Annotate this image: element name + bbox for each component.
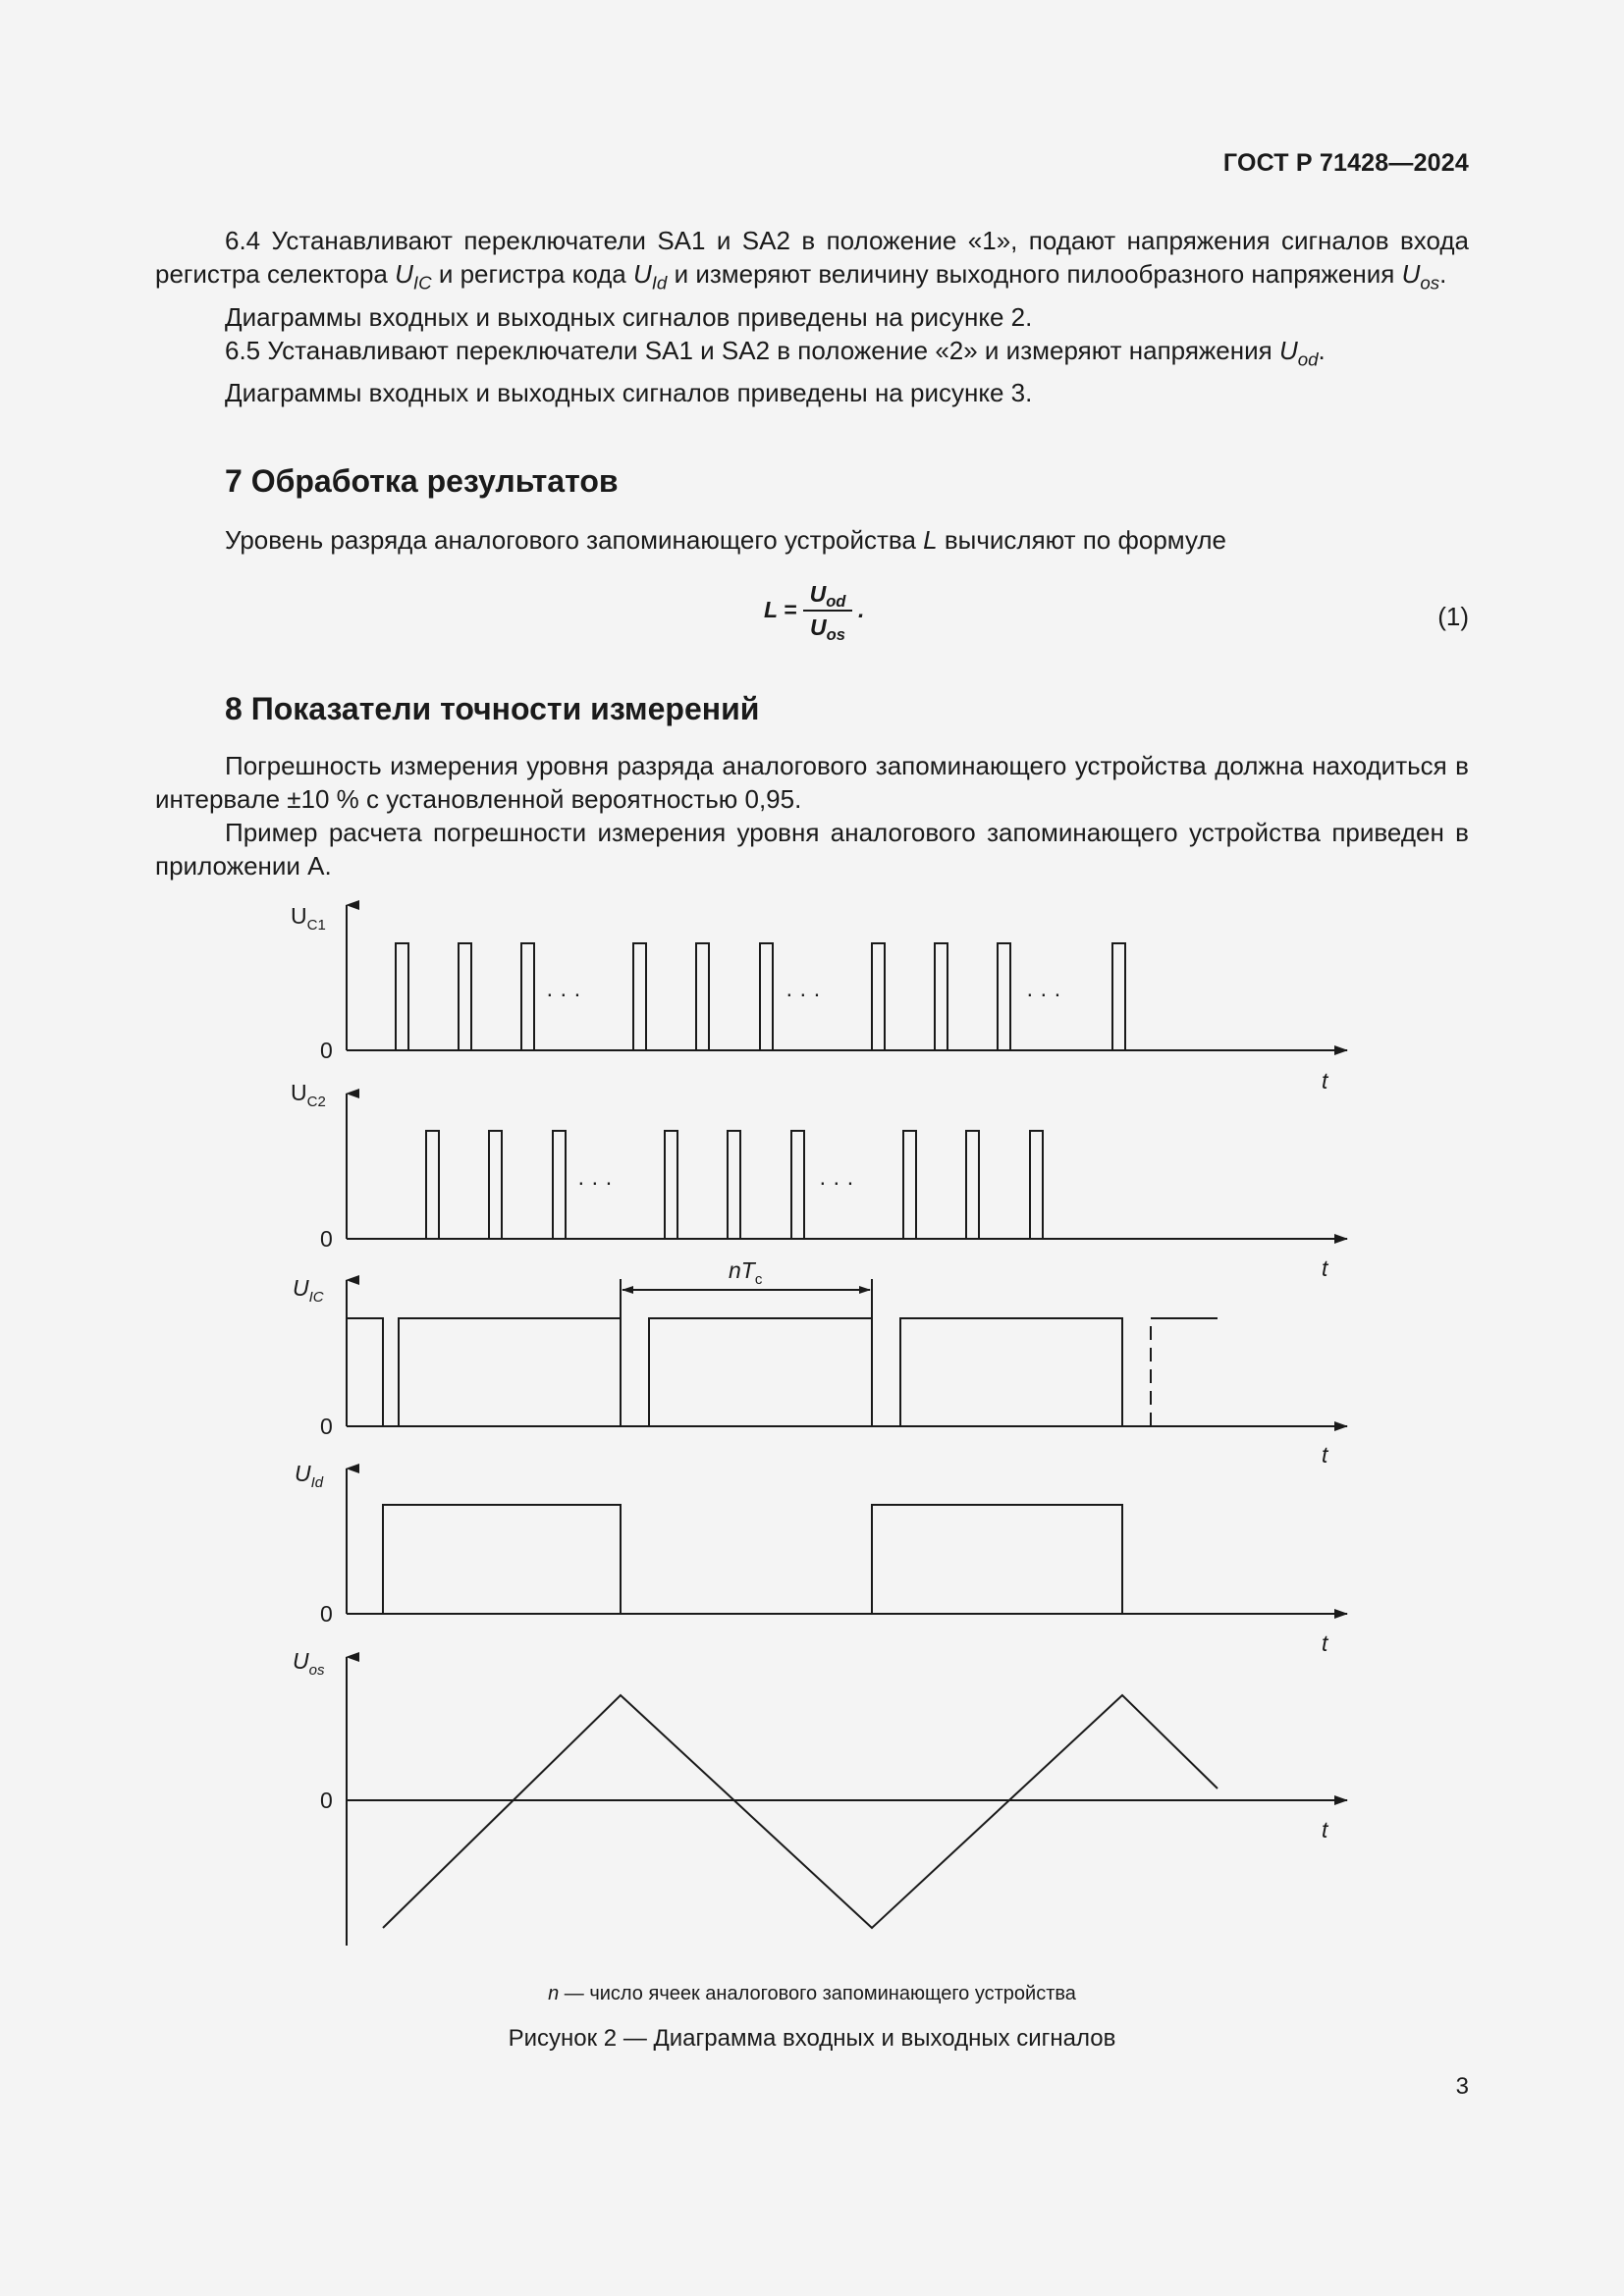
section-7-title: 7 Обработка результатов — [225, 463, 619, 499]
panel-uc2 — [347, 1094, 1347, 1239]
formula-dot: . — [858, 597, 865, 622]
paragraph-8-1: Погрешность измерения уровня разряда аналогового запоминающего устройства должна находиться в интервале ±10 % с установленной вероятностью 0,95. — [155, 751, 1469, 814]
uc1-zero: 0 — [320, 1038, 333, 1063]
uid-waveform — [347, 1505, 1122, 1614]
paragraph-6-5-diagrams: Диаграммы входных и выходных сигналов приведены на рисунке 3. — [225, 378, 1033, 408]
uc2-t-label: t — [1322, 1255, 1328, 1281]
uid-label: UId — [295, 1461, 324, 1491]
uc2-label: UC2 — [291, 1080, 326, 1110]
paragraph-6-5: 6.5 Устанавливают переключатели SA1 и SA2 в положение «2» и измеряют напряжения $U_{od}$. — [225, 335, 1326, 370]
period-label: nTc — [729, 1257, 763, 1288]
page-number: 3 — [1455, 2073, 1469, 2100]
uc2-ellipsis-1: · · · — [577, 1169, 613, 1195]
figure-caption: Рисунок 2 — Диаграмма входных и выходных сигналов — [508, 2025, 1116, 2052]
figure-note: n — число ячеек аналогового запоминающего устройства — [548, 1983, 1076, 2004]
panel-uid — [347, 1468, 1347, 1614]
panel-uos — [347, 1657, 1347, 1946]
panel-uic — [347, 1279, 1347, 1426]
formula-lhs: L = — [764, 597, 797, 622]
formula-denominator: $U_{os}$ — [810, 614, 845, 644]
uc1-ellipsis-2: · · · — [785, 981, 821, 1006]
axis-labels — [291, 903, 1329, 1842]
paragraph-8-2: Пример расчета погрешности измерения уровня аналогового запоминающего устройства приведен в приложении А. — [155, 818, 1469, 881]
section-8-title: 8 Показатели точности измерений — [225, 691, 760, 726]
formula-number: (1) — [1437, 602, 1469, 631]
panel-uc1 — [347, 905, 1347, 1050]
uos-sawtooth — [383, 1695, 1218, 1928]
uid-zero: 0 — [320, 1601, 333, 1627]
paragraph-6-4: 6.4 Устанавливают переключатели SA1 и SA2 в положение «1», подают напряжения сигналов входа регистра селектора $U_{IC}$ и регистра кода $U_{Id}$ и измеряют величину выходного пилообразного напряжения $U_{os}$. — [155, 226, 1469, 294]
uc1-ellipsis-3: · · · — [1026, 981, 1061, 1006]
uc2-zero: 0 — [320, 1226, 333, 1252]
uc1-label: UC1 — [291, 903, 326, 934]
uos-label: Uos — [293, 1648, 325, 1679]
uc2-pulse-train — [347, 1131, 1043, 1239]
uc1-ellipsis-1: · · · — [546, 981, 581, 1006]
uc1-pulse-train — [347, 943, 1125, 1050]
uic-t-label: t — [1322, 1442, 1328, 1468]
formula-numerator: $U_{od}$ — [809, 581, 846, 611]
uos-t-label: t — [1322, 1817, 1328, 1842]
uic-label: UIC — [293, 1275, 324, 1306]
uid-t-label: t — [1322, 1630, 1328, 1656]
uic-zero: 0 — [320, 1414, 333, 1439]
paragraph-6-4-diagrams: Диаграммы входных и выходных сигналов приведены на рисунке 2. — [225, 301, 1033, 332]
document-header: ГОСТ Р 71428—2024 — [1222, 149, 1469, 177]
uic-waveform — [347, 1318, 1151, 1426]
uc2-ellipsis-2: · · · — [819, 1169, 854, 1195]
uos-zero: 0 — [320, 1788, 333, 1813]
paragraph-7: Уровень разряда аналогового запоминающего устройства L вычисляют по формуле — [225, 525, 1227, 555]
uc1-t-label: t — [1322, 1068, 1328, 1094]
